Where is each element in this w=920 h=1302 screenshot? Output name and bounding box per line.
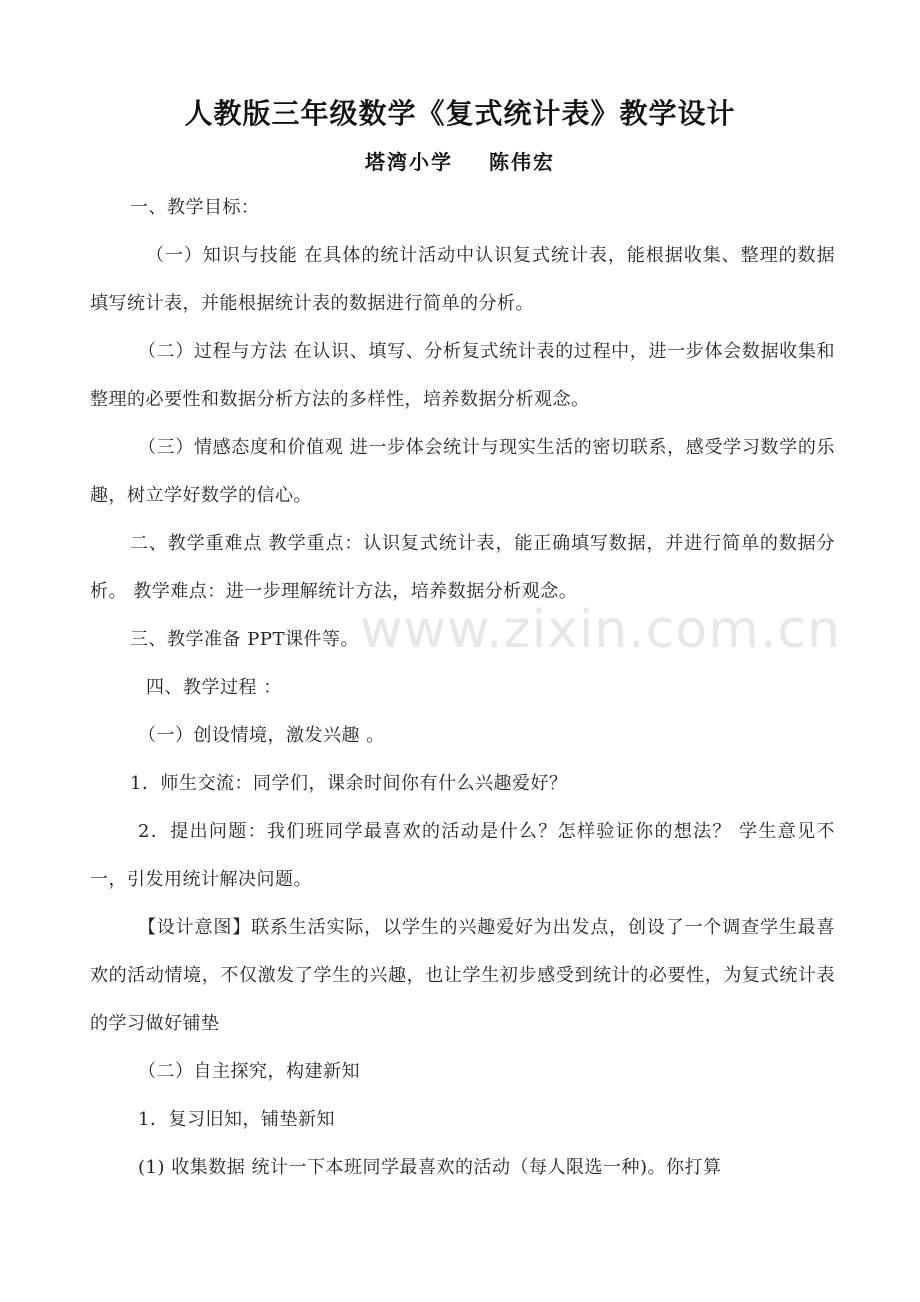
subheading-explore: （二）自主探究，构建新知 (138, 1061, 360, 1082)
byline (0, 146, 920, 175)
document-title: 人教版三年级数学《复式统计表》教学设计 (184, 97, 736, 130)
section-heading-teaching-process: 四、教学过程 ： (146, 677, 282, 698)
author-name: 陈伟宏 (489, 150, 555, 174)
subheading-create-situation: （一）创设情境，激发兴趣 。 (138, 725, 385, 746)
paragraph-design-intent: 【设计意图】联系生活实际，以学生的兴趣爱好为出发点，创设了一个调查学生最喜欢的活动情境，不仅激发了学生的兴趣，也让学生初步感受到统计的必要性，为复式统计表的学习做好铺垫 (90, 917, 835, 1034)
paragraph-review: 1．复习旧知，铺垫新知 (138, 1109, 335, 1130)
paragraph-step-2: 2．提出问题：我们班同学最喜欢的活动是什么？怎样验证你的想法？ 学生意见不一，引发用统计解决问题。 (90, 821, 835, 890)
section-heading-objectives: 一、教学目标： (130, 197, 260, 218)
paragraph-collect-data: (1) 收集数据 统计一下本班同学最喜欢的活动（每人限选一种)。你打算 (138, 1157, 722, 1178)
paragraph-process-methods: （二）过程与方法 在认识、填写、分析复式统计表的过程中，进一步体会数据收集和整理的必要性和数据分析方法的多样性，培养数据分析观念。 (90, 341, 835, 410)
paragraph-attitudes-values: （三）情感态度和价值观 进一步体会统计与现实生活的密切联系，感受学习数学的乐趣，树立学好数学的信心。 (90, 437, 835, 506)
paragraph-step-1: 1．师生交流：同学们，课余时间你有什么兴趣爱好？ (130, 773, 568, 794)
watermark: www.zixin.com.cn (360, 600, 841, 660)
paragraph-knowledge-skills: （一）知识与技能 在具体的统计活动中认识复式统计表，能根据收集、整理的数据填写统计表，并能根据统计表的数据进行简单的分析。 (90, 245, 835, 314)
paragraph-key-difficult-points: 二、教学重难点 教学重点：认识复式统计表，能正确填写数据，并进行简单的数据分析。 教学难点：进一步理解统计方法，培养数据分析观念。 (90, 533, 835, 602)
paragraph-teaching-preparation: 三、教学准备 PPT课件等。 (130, 629, 359, 650)
document-body (90, 184, 835, 1192)
school-name: 塔湾小学 (365, 150, 453, 174)
